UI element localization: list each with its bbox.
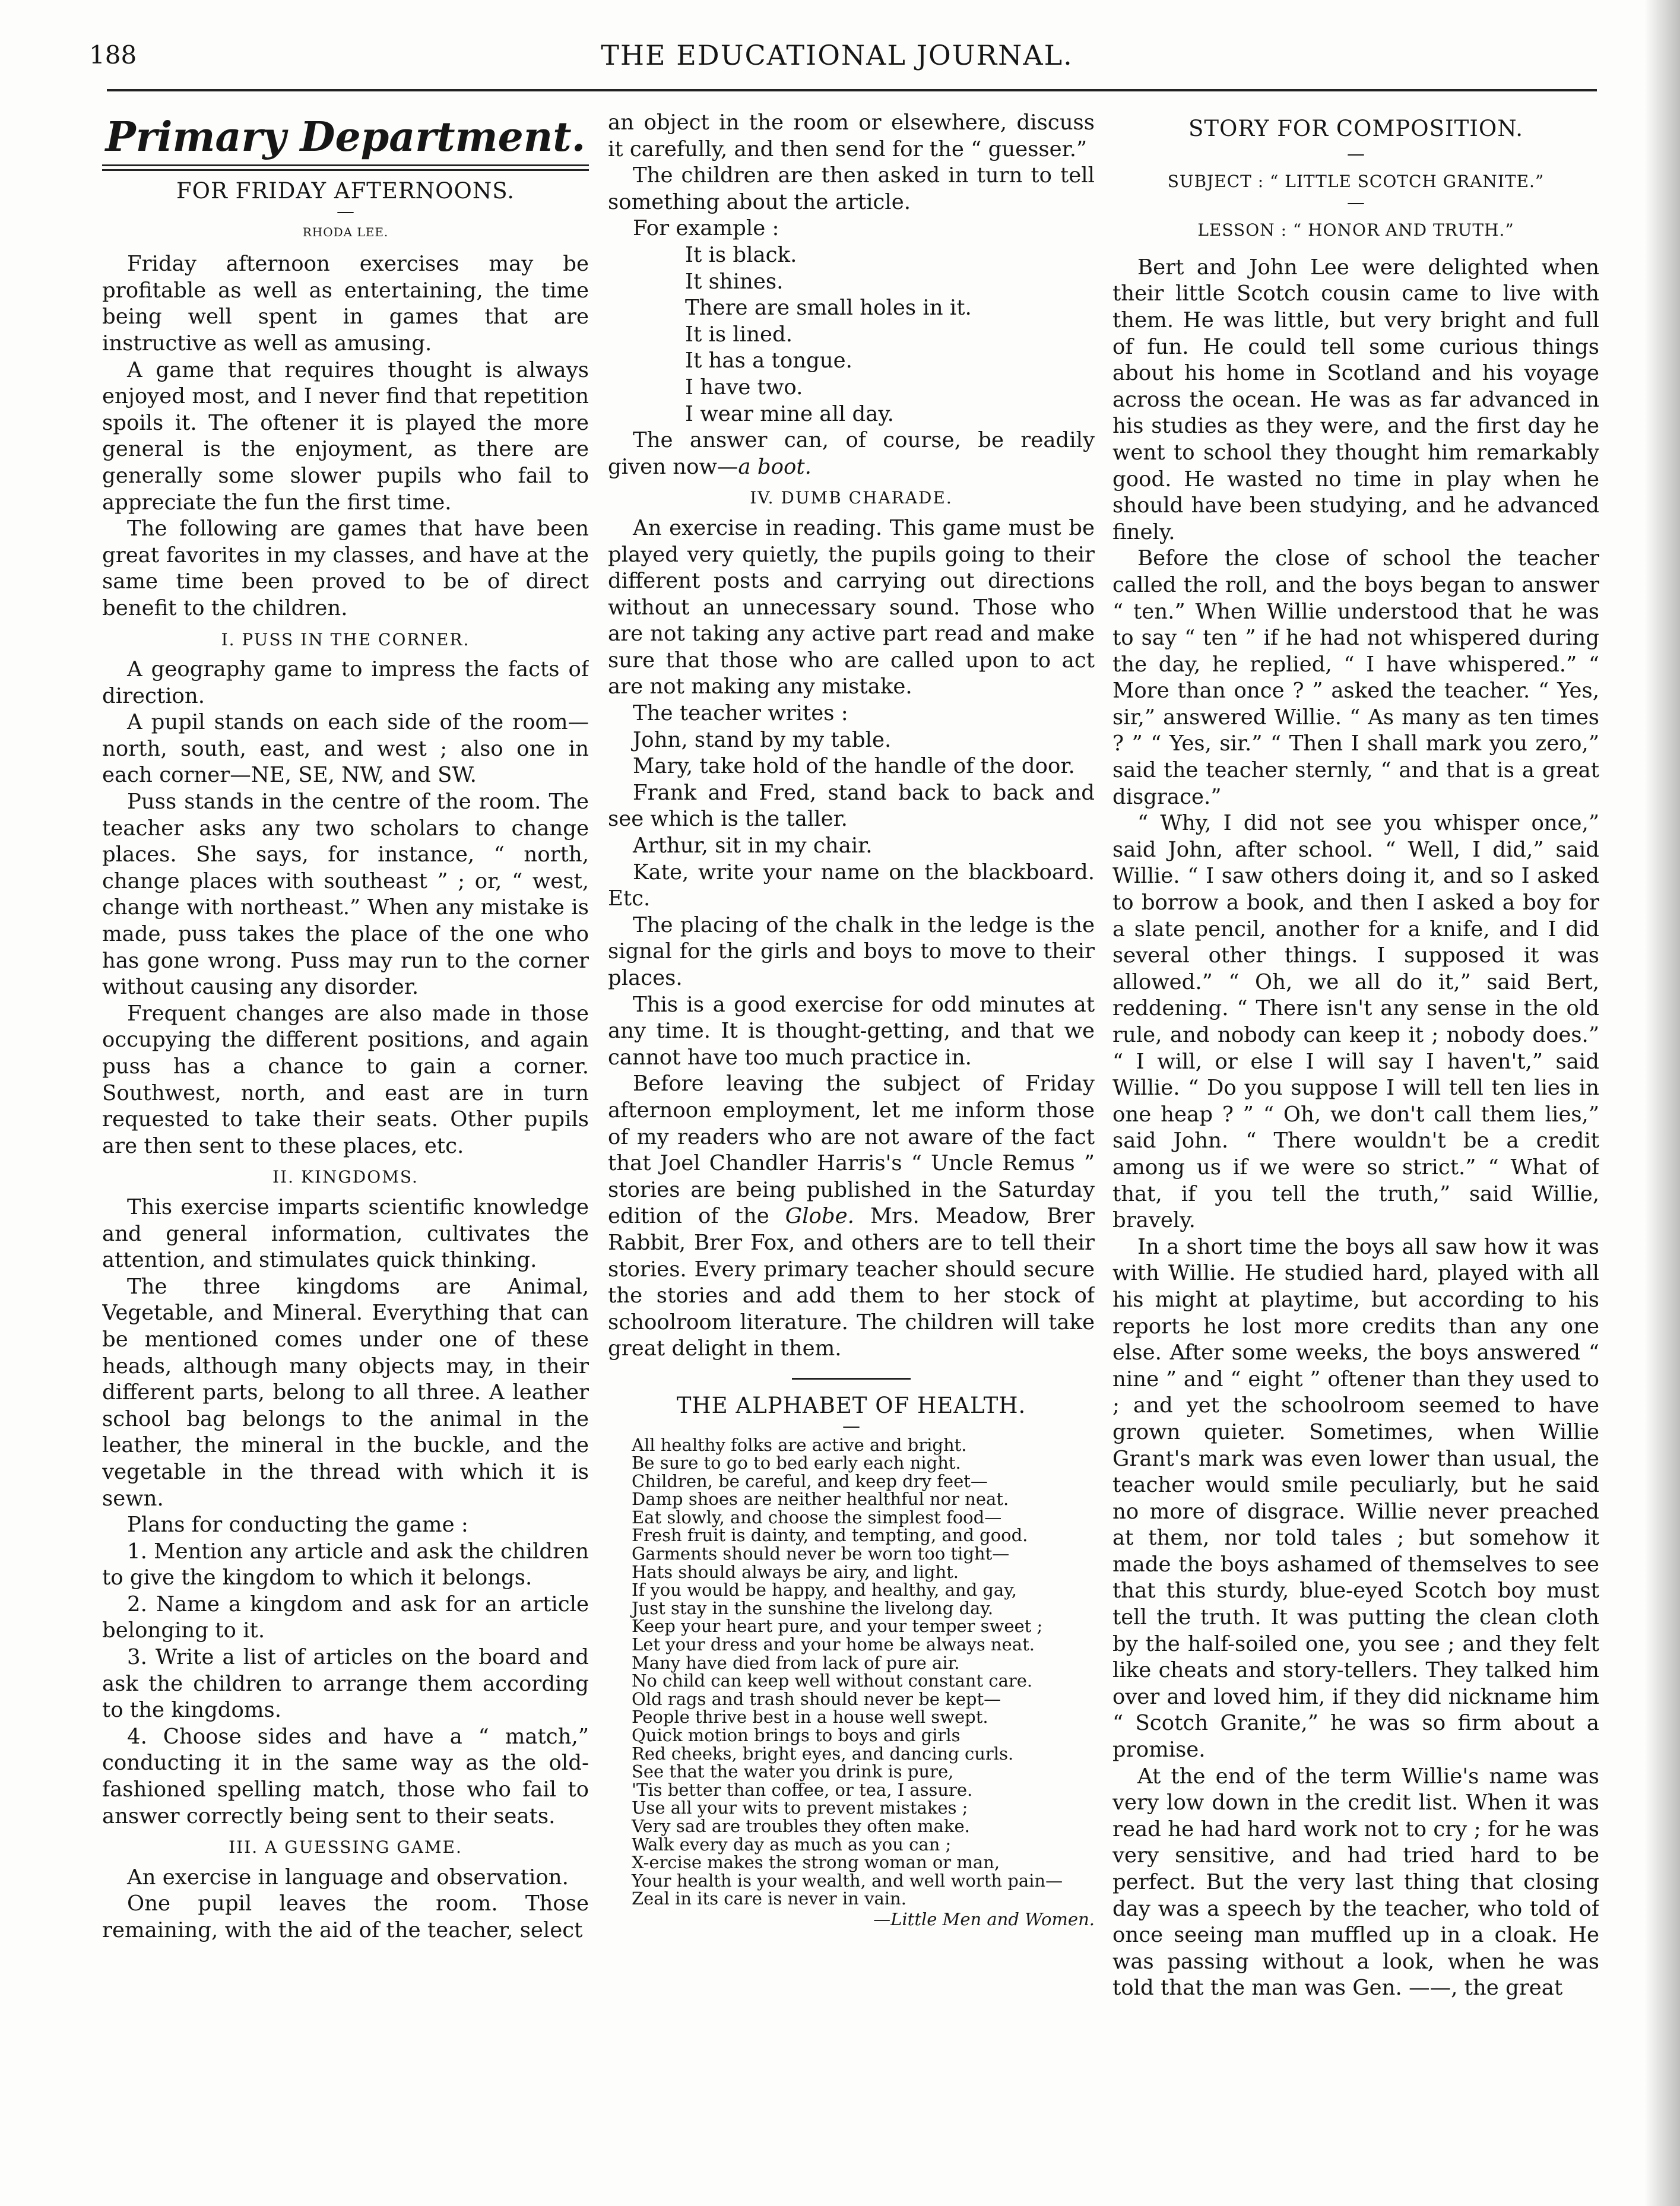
heading-dash: — bbox=[1347, 192, 1365, 214]
heading-dash: — bbox=[337, 201, 354, 222]
subheading-puss: I. PUSS IN THE CORNER. bbox=[221, 629, 470, 649]
list-item: It is lined. bbox=[685, 322, 793, 347]
poem-line: Be sure to go to bed early each night. bbox=[632, 1453, 961, 1473]
header-rule bbox=[107, 89, 1597, 91]
section-divider bbox=[792, 1378, 911, 1380]
article-heading: FOR FRIDAY AFTERNOONS. bbox=[176, 178, 515, 204]
paragraph: an object in the room or elsewhere, discuss it carefully, and then send for the “ guesser.” bbox=[608, 110, 1095, 161]
paragraph-part: Mrs. Meadow, Brer Rabbit, Brer Fox, and others are to tell their stories. Every primary teacher should secure the stories and add them to her stock of schoolroom literature. The children will take great delight in them. bbox=[608, 1204, 1095, 1361]
paragraph: Arthur, sit in my chair. bbox=[633, 833, 873, 858]
column-left bbox=[102, 110, 589, 2152]
poem-line: Children, be careful, and keep dry feet— bbox=[632, 1470, 988, 1491]
page-header bbox=[89, 40, 1585, 82]
subheading-charade: IV. DUMB CHARADE. bbox=[750, 488, 953, 508]
paragraph: Puss stands in the centre of the room. The teacher asks any two scholars to change places. She says, for instance, “ north, change places with southeast ” ; or, “ west, change with northeast.” When any mistake is made, puss takes the place of the one who has gone wrong. Puss may run to the corner without causing any disorder. bbox=[102, 790, 589, 1000]
paragraph: Friday afternoon exercises may be profitable as well as entertaining, the time being well spent in games that are instructive as well as amusing. bbox=[102, 252, 589, 356]
newspaper-name: Globe. bbox=[785, 1204, 854, 1229]
paragraph: The following are games that have been great favorites in my classes, and have at the same time been proved to be of direct benefit to the children. bbox=[102, 516, 589, 620]
poem-line: All healthy folks are active and bright. bbox=[632, 1434, 967, 1455]
poem-line: Let your dress and your home be always neat. bbox=[632, 1634, 1035, 1655]
paragraph: Frank and Fred, stand back to back and see which is the taller. bbox=[608, 780, 1095, 832]
poem-line: Many have died from lack of pure air. bbox=[632, 1652, 960, 1673]
section-masthead: Primary Department. bbox=[105, 113, 586, 161]
story-lesson: LESSON : “ HONOR AND TRUTH.” bbox=[1197, 220, 1514, 240]
paragraph: One pupil leaves the room. Those remaining, with the aid of the teacher, select bbox=[102, 1891, 589, 1942]
poem-body bbox=[632, 1436, 1095, 1929]
paragraph: The children are then asked in turn to tell something about the article. bbox=[608, 163, 1095, 214]
paragraph: This is a good exercise for odd minutes at any time. It is thought-getting, and that we cannot have too much practice in. bbox=[608, 992, 1095, 1070]
paragraph: John, stand by my table. bbox=[633, 727, 892, 752]
paragraph: An exercise in reading. This game must be played very quietly, the pupils going to their different posts and carrying out directions without an unnecessary sound. Those who are not taking any active part read and make sure that those who are called upon to act are not making any mistake. bbox=[608, 515, 1095, 699]
subheading-guessing: III. A GUESSING GAME. bbox=[229, 1837, 462, 1858]
poem-line: Your health is your wealth, and well worth pain— bbox=[632, 1870, 1063, 1891]
page-edge-shadow bbox=[1644, 0, 1680, 2206]
paragraph-part: Before leaving the subject of Friday afternoon employment, let me inform those of my readers who are not aware of the fact that Joel Chandler Harris's “ Uncle Remus ” stories are being published in the Saturday edition of the bbox=[608, 1072, 1095, 1229]
poem-line: Quick motion brings to boys and girls bbox=[632, 1725, 961, 1745]
column-right bbox=[1112, 110, 1599, 2152]
answer-text: The answer can, of course, be readily given now— bbox=[608, 428, 1095, 479]
list-item: It shines. bbox=[685, 269, 784, 294]
paragraph: The teacher writes : bbox=[633, 701, 848, 726]
poem-line: Garments should never be worn too tight— bbox=[632, 1543, 1010, 1564]
paragraph: Before the close of school the teacher called the roll, and the boys began to answer “ ten.” When Willie understood that he was to say “ ten ” if he had not whispered during the day, he replied, “ I have whispered.” “ More than once ? ” asked the teacher. “ Yes, sir,” answered Willie. “ As many as ten times ? ” “ Yes, sir.” “ Then I shall mark you zero,” said the teacher sternly, “ and that is a great disgrace.” bbox=[1112, 546, 1599, 809]
paragraph: A geography game to impress the facts of direction. bbox=[102, 657, 589, 708]
poem-line: Just stay in the sunshine the livelong day. bbox=[632, 1598, 994, 1618]
paragraph: 2. Name a kingdom and ask for an article belonging to it. bbox=[102, 1592, 589, 1643]
paragraph: “ Why, I did not see you whisper once,” said John, after school. “ Well, I did,” said Willie. “ I saw others doing it, and so I asked to borrow a book, and then I asked a boy for a slate pencil, another for a knife, and I did several other things. I supposed it was allowed.” “ Oh, we all do it,” said Bert, reddening. “ There isn't any sense in the old rule, and nobody can keep it ; nobody does.” “ I will, or else I will say I haven't,” said Willie. “ Do you suppose I will tell ten lies in one heap ? ” “ Oh, we don't call them lies,” said John. “ There wouldn't be a credit among us if we were so strict.” “ What of that, if you tell the truth,” said Willie, bravely. bbox=[1112, 811, 1599, 1233]
poem-line: Walk every day as much as you can ; bbox=[632, 1834, 952, 1855]
list-item: It has a tongue. bbox=[685, 348, 852, 373]
paragraph: Bert and John Lee were delighted when their little Scotch cousin came to live with them. He was little, but very bright and full of fun. He could tell some curious things about his home in Scotland and his voyage across the ocean. He was as far advanced in his studies as they were, and the first day he went to school they thought him remarkably good. He wasted no time in play when he should have been studying, and he advanced finely. bbox=[1112, 255, 1599, 544]
poem-line: Use all your wits to prevent mistakes ; bbox=[632, 1798, 968, 1818]
poem-line: People thrive best in a house well swept. bbox=[632, 1707, 988, 1728]
masthead-rule bbox=[102, 164, 589, 171]
example-list bbox=[685, 242, 1095, 427]
paragraph: An exercise in language and observation. bbox=[127, 1865, 569, 1890]
page-number: 188 bbox=[89, 40, 137, 69]
poem-line: Very sad are troubles they often make. bbox=[632, 1815, 970, 1836]
poem-line: If you would be happy, and healthy, and gay, bbox=[632, 1580, 1017, 1600]
poem-line: No child can keep well without constant care. bbox=[632, 1671, 1033, 1691]
column-middle bbox=[608, 110, 1095, 2152]
paragraph: 4. Choose sides and have a “ match,” conducting it in the same way as the old-fashioned spelling match, those who fail to answer correctly being sent to their seats. bbox=[102, 1724, 589, 1828]
paragraph: At the end of the term Willie's name was very low down in the credit list. When it was read he had hard work not to cry ; for he was very sensitive, and had tried hard to be perfect. But the very last thing that closing day was a speech by the teacher, who told of once seeing man muffled up in a cloak. He was passing without a look, when he was told that the man was Gen. ——, the great bbox=[1112, 1764, 1599, 2001]
journal-title: THE EDUCATIONAL JOURNAL. bbox=[601, 39, 1073, 71]
poem-line: X-ercise makes the strong woman or man, bbox=[632, 1852, 1000, 1873]
paragraph: In a short time the boys all saw how it was with Willie. He studied hard, played with all his might at playtime, but according to his reports he lost more credits than any one else. After some weeks, the boys answered “ nine ” and “ eight ” oftener than they used to ; and yet the schoolroom seemed to have grown quieter. Sometimes, when Willie Grant's mark was even lower than usual, the teacher would smile peculiarly, but he said no more of disgrace. Willie never preached at them, nor told tales ; but somehow it made the boys ashamed of themselves to see that this sturdy, blue-eyed Scotch boy must tell the truth. It was putting the clean cloth by the half-soiled one, you see ; and they felt like cheats and story-tellers. They talked him over and loved him, if they did nickname him “ Scotch Granite,” he was so firm about a promise. bbox=[1112, 1234, 1599, 1763]
heading-dash: — bbox=[1347, 143, 1365, 164]
poem-credit: —Little Men and Women. bbox=[873, 1909, 1095, 1929]
article-byline: RHODA LEE. bbox=[302, 224, 389, 239]
paragraph: The three kingdoms are Animal, Vegetable, and Mineral. Everything that can be mentioned comes under one of these heads, although many objects may, in their different parts, belong to all three. A leather school bag belongs to the animal in the leather, the mineral in the buckle, and the vegetable in the thread with which it is sewn. bbox=[102, 1274, 589, 1511]
poem-line: 'Tis better than coffee, or tea, I assure. bbox=[632, 1779, 973, 1800]
poem-line: Keep your heart pure, and your temper sweet ; bbox=[632, 1616, 1043, 1637]
list-item: It is black. bbox=[685, 242, 797, 267]
poem-line: Eat slowly, and choose the simplest food— bbox=[632, 1507, 1002, 1527]
subheading-kingdoms: II. KINGDOMS. bbox=[272, 1167, 419, 1187]
poem-line: Damp shoes are neither healthful nor neat. bbox=[632, 1489, 1009, 1510]
poem-line: Fresh fruit is dainty, and tempting, and good. bbox=[632, 1525, 1028, 1546]
poem-title: THE ALPHABET OF HEALTH. bbox=[676, 1392, 1026, 1418]
heading-dash: — bbox=[842, 1415, 860, 1437]
paragraph: Plans for conducting the game : bbox=[127, 1513, 468, 1538]
paragraph: Kate, write your name on the blackboard. Etc. bbox=[608, 860, 1095, 911]
answer-emphasis: a boot. bbox=[738, 454, 812, 479]
paragraph: Frequent changes are also made in those occupying the different positions, and again puss has a chance to gain a corner. Southwest, north, and east are in turn requested to take their seats. Other pupils are then sent to these places, etc. bbox=[102, 1001, 589, 1158]
story-heading: STORY FOR COMPOSITION. bbox=[1188, 116, 1523, 141]
poem-line: Old rags and trash should never be kept— bbox=[632, 1688, 1001, 1709]
list-item: I have two. bbox=[685, 375, 803, 400]
paragraph: 3. Write a list of articles on the board and ask the children to arrange them according to the kingdoms. bbox=[102, 1645, 589, 1723]
paragraph: 1. Mention any article and ask the children to give the kingdom to which it belongs. bbox=[102, 1539, 589, 1590]
poem-line: Hats should always be airy, and light. bbox=[632, 1561, 959, 1582]
paragraph: A game that requires thought is always enjoyed most, and I never find that repetition spoils it. The oftener it is played the more general is the enjoyment, as there are generally some slower pupils who fail to appreciate the fun the first time. bbox=[102, 357, 589, 515]
paragraph: This exercise imparts scientific knowledge and general information, cultivates the attention, and stimulates quick thinking. bbox=[102, 1194, 589, 1273]
poem-line: Red cheeks, bright eyes, and dancing curls. bbox=[632, 1743, 1014, 1764]
paragraph bbox=[608, 1071, 1095, 1362]
paragraph: Mary, take hold of the handle of the door. bbox=[633, 754, 1075, 779]
story-subject: SUBJECT : “ LITTLE SCOTCH GRANITE.” bbox=[1167, 171, 1545, 191]
poem-line: Zeal in its care is never in vain. bbox=[632, 1888, 906, 1909]
poem-line: See that the water you drink is pure, bbox=[632, 1761, 954, 1782]
paragraph: The placing of the chalk in the ledge is the signal for the girls and boys to move to their places. bbox=[608, 912, 1095, 990]
list-item: There are small holes in it. bbox=[685, 296, 972, 321]
paragraph: For example : bbox=[633, 216, 779, 241]
list-item: I wear mine all day. bbox=[685, 401, 894, 426]
paragraph bbox=[608, 427, 1095, 480]
paragraph: A pupil stands on each side of the room—north, south, east, and west ; also one in each corner—NE, SE, NW, and SW. bbox=[102, 710, 589, 788]
